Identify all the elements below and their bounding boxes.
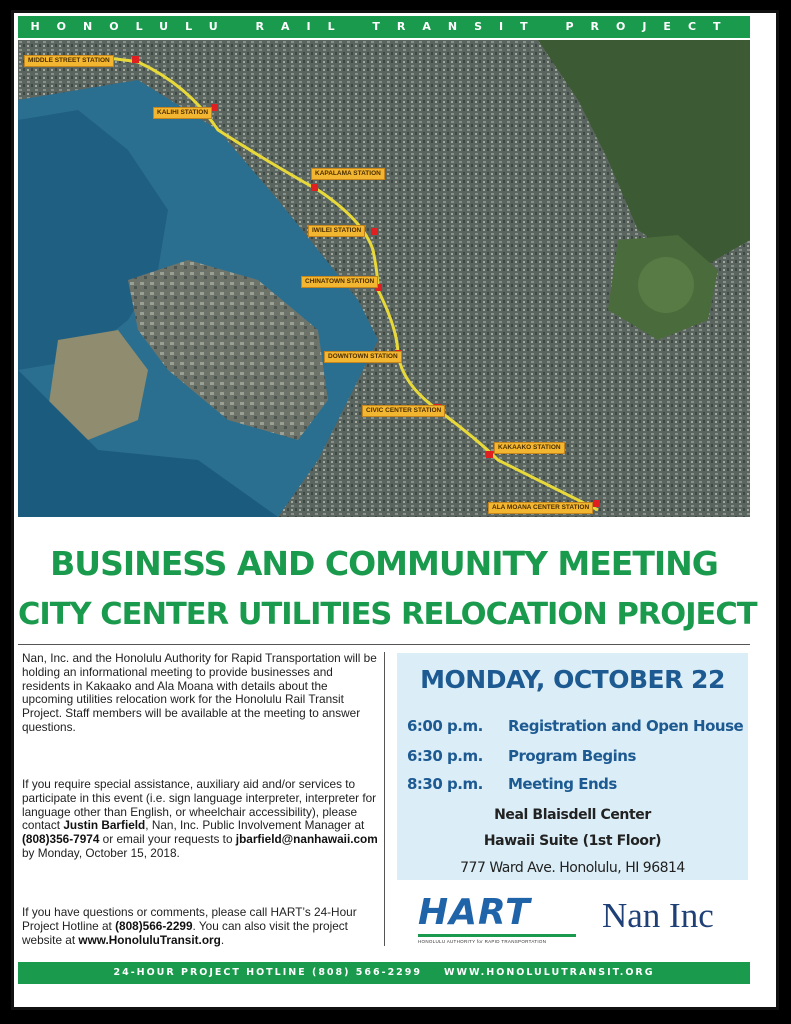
schedule-time: 6:00 p.m. bbox=[407, 717, 483, 735]
schedule-event: Registration and Open House bbox=[508, 717, 744, 735]
hotline-phone[interactable]: (808)566-2299 bbox=[115, 918, 193, 933]
footer-bar bbox=[18, 962, 750, 984]
hart-logo-underline bbox=[418, 934, 576, 937]
marker-kakaako bbox=[486, 451, 493, 458]
contact-name: Justin Barfield bbox=[63, 818, 146, 833]
hart-logo: HART bbox=[418, 892, 531, 933]
contact-phone[interactable]: (808)356-7974 bbox=[22, 832, 100, 847]
station-label: ALA MOANA CENTER STATION bbox=[488, 502, 593, 514]
station-label: DOWNTOWN STATION bbox=[324, 351, 402, 363]
event-info-box bbox=[397, 653, 748, 880]
nan-inc-logo: Nan Inc bbox=[602, 896, 714, 935]
footer-website[interactable]: WWW.HONOLULUTRANSIT.ORG bbox=[444, 967, 655, 978]
schedule-event: Meeting Ends bbox=[508, 775, 617, 793]
schedule-row bbox=[407, 775, 747, 801]
marker-middle-street bbox=[132, 56, 139, 63]
schedule-event: Program Begins bbox=[508, 747, 636, 765]
deadline-text: by Monday, October 15, 2018. bbox=[22, 845, 180, 860]
contact-email[interactable]: jbarfield@nanhawaii.com bbox=[235, 832, 378, 847]
station-label: IWILEI STATION bbox=[308, 225, 365, 237]
column-divider bbox=[384, 652, 385, 946]
event-date: MONDAY, OCTOBER 22 bbox=[420, 665, 725, 694]
email-prompt: or email your requests to bbox=[99, 832, 233, 847]
station-label: CIVIC CENTER STATION bbox=[362, 405, 445, 417]
station-label: KALIHI STATION bbox=[153, 107, 212, 119]
venue-room: Hawaii Suite (1st Floor) bbox=[483, 833, 662, 849]
accessibility-text: If you require special assistance, auxiliary aid and/or services to participate in this event (i.e. sign language interpreter, interpreter for language other than English, or wheelchair accessibility), please contact bbox=[22, 777, 377, 833]
venue-name: Neal Blaisdell Center bbox=[494, 807, 651, 823]
website-link[interactable]: www.HonoluluTransit.org bbox=[78, 932, 221, 947]
schedule-time: 6:30 p.m. bbox=[407, 747, 483, 765]
headline-project: CITY CENTER UTILITIES RELOCATION PROJECT bbox=[18, 597, 757, 632]
map-graphic bbox=[18, 40, 750, 517]
questions-text: If you have questions or comments, please call HART’s 24-Hour Project Hotline at bbox=[22, 905, 357, 933]
divider bbox=[18, 644, 750, 645]
venue-address: 777 Ward Ave. Honolulu, HI 96814 bbox=[460, 860, 685, 876]
marker-kalihi bbox=[211, 104, 218, 111]
station-label: CHINATOWN STATION bbox=[301, 276, 378, 288]
footer-hotline[interactable]: 24-HOUR PROJECT HOTLINE (808) 566-2299 bbox=[113, 967, 423, 978]
sponsor-logos bbox=[400, 892, 750, 948]
hart-logo-subtitle: HONOLULU AUTHORITY for RAPID TRANSPORTATION bbox=[418, 939, 547, 944]
headline-meeting: BUSINESS AND COMMUNITY MEETING bbox=[50, 544, 718, 583]
marker-kapalama bbox=[311, 184, 318, 191]
station-label: KAKAAKO STATION bbox=[494, 442, 565, 454]
questions-paragraph bbox=[22, 906, 382, 947]
marker-iwilei bbox=[371, 228, 378, 235]
crater-rim bbox=[638, 257, 694, 313]
station-label: KAPALAMA STATION bbox=[311, 168, 385, 180]
station-label: MIDDLE STREET STATION bbox=[24, 55, 114, 67]
schedule-row bbox=[407, 717, 747, 743]
period: . bbox=[220, 932, 225, 947]
header-bar: HONOLULU RAIL TRANSIT PROJECT bbox=[18, 16, 750, 38]
contact-role: , Nan, Inc. Public Involvement Manager at bbox=[145, 818, 365, 833]
schedule-row bbox=[407, 747, 747, 773]
website-prompt: . You can also visit the project website at bbox=[22, 918, 348, 947]
marker-ala-moana bbox=[593, 500, 600, 507]
aerial-map bbox=[18, 40, 750, 517]
accessibility-paragraph bbox=[22, 778, 382, 861]
schedule-time: 8:30 p.m. bbox=[407, 775, 483, 793]
intro-paragraph: Nan, Inc. and the Honolulu Authority for Rapid Transportation will be holding an informational meeting to provide businesses and residents in Kakaako and Ala Moana with details about the upcoming utilities relocation work for the Honolulu Rail Transit Project. Staff members will be available at the meeting to answer questions. bbox=[22, 651, 377, 734]
